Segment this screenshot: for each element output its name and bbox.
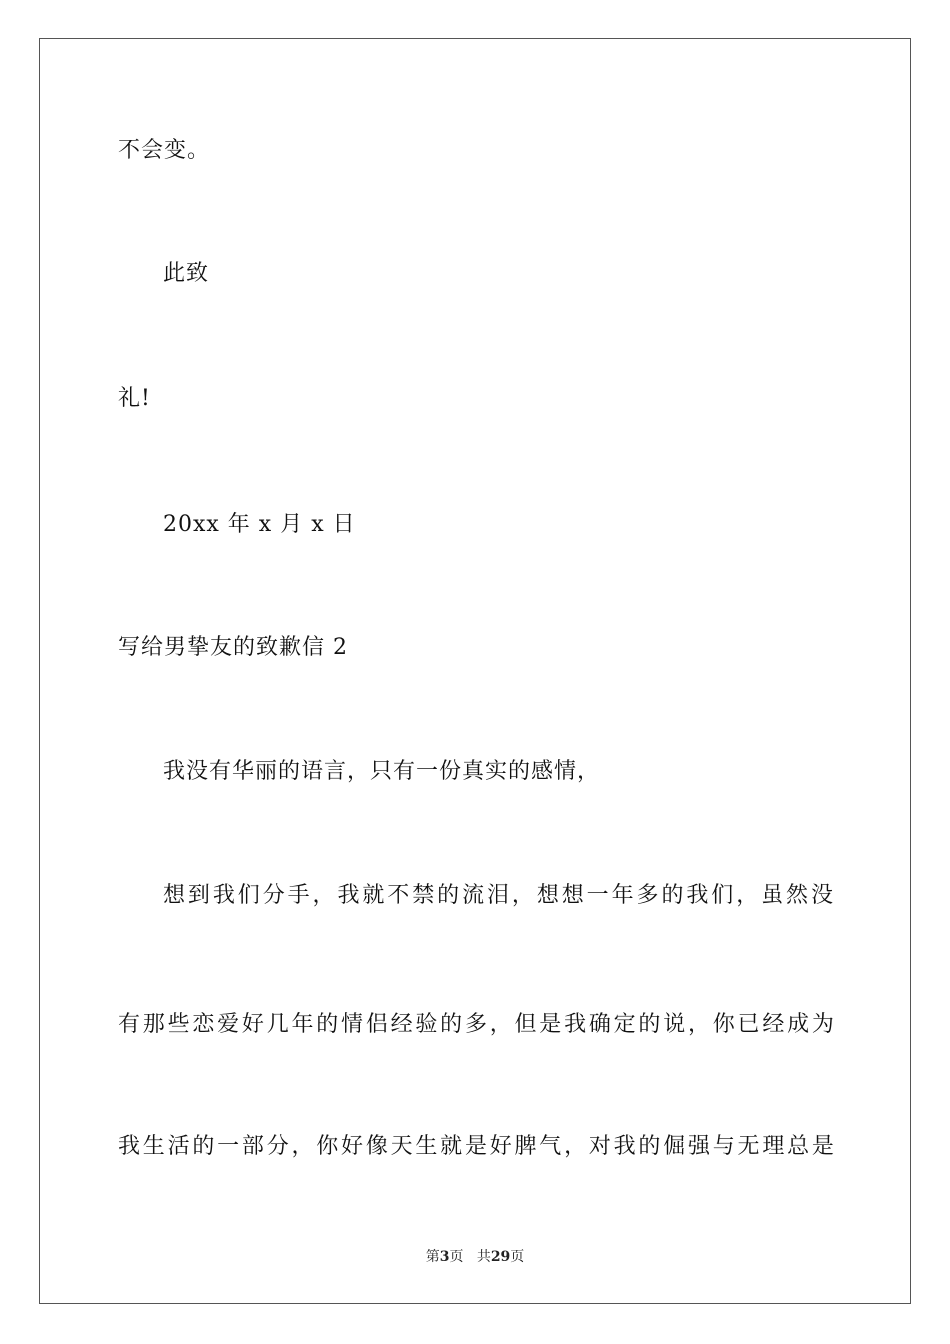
footer-total-pages: 29	[490, 1249, 511, 1265]
char-glyph: 泪	[486, 883, 509, 908]
char-glyph: 的	[440, 1012, 463, 1037]
char-glyph: 倔	[663, 1134, 686, 1159]
page-border	[39, 38, 911, 1304]
char-glyph: 我	[337, 883, 360, 908]
char-glyph: 生	[142, 1134, 165, 1159]
char-glyph: 说	[663, 1012, 686, 1037]
char-glyph: 多	[464, 1012, 487, 1037]
char-glyph: 我	[118, 1134, 141, 1159]
char-glyph: 强	[687, 1134, 710, 1159]
char-glyph: 流	[462, 883, 485, 908]
char-glyph: 与	[712, 1134, 735, 1159]
char-glyph: 然	[786, 883, 809, 908]
char-glyph: 确	[588, 1012, 611, 1037]
char-glyph: 分	[262, 883, 285, 908]
char-glyph: 好	[489, 1134, 512, 1159]
char-glyph: 生	[415, 1134, 438, 1159]
char-glyph: ，	[291, 1134, 314, 1159]
char-glyph: 的	[661, 883, 684, 908]
char-glyph: 无	[737, 1134, 760, 1159]
char-glyph: 一	[217, 1134, 240, 1159]
footer-page-number: 3	[439, 1249, 450, 1265]
char-glyph: 脾	[514, 1134, 537, 1159]
char-glyph: 恋	[192, 1012, 215, 1037]
char-glyph: 想	[536, 883, 559, 908]
char-glyph: 就	[440, 1134, 463, 1159]
char-glyph: 想	[163, 883, 186, 908]
section-heading: 写给男挚友的致歉信 2	[118, 635, 348, 660]
char-glyph: 你	[316, 1134, 339, 1159]
char-glyph: 经	[762, 1012, 785, 1037]
char-glyph: 情	[341, 1012, 364, 1037]
text-line-closing: 此致	[163, 261, 210, 286]
char-glyph: 的	[192, 1134, 215, 1159]
char-glyph: 们	[711, 883, 734, 908]
text-line-9	[118, 1132, 834, 1162]
char-glyph: 有	[118, 1012, 141, 1037]
char-glyph: 年	[291, 1012, 314, 1037]
char-glyph: 理	[762, 1134, 785, 1159]
char-glyph: 些	[167, 1012, 190, 1037]
char-glyph: 定	[613, 1012, 636, 1037]
char-glyph: 我	[686, 883, 709, 908]
char-glyph: 几	[266, 1012, 289, 1037]
char-glyph: ，	[736, 883, 759, 908]
char-glyph: 已	[737, 1012, 760, 1037]
char-glyph: ，	[564, 1134, 587, 1159]
char-glyph: 一	[586, 883, 609, 908]
char-glyph: 的	[638, 1012, 661, 1037]
text-line-6: 我没有华丽的语言，只有一份真实的感情，	[163, 759, 601, 784]
char-glyph: 是	[539, 1012, 562, 1037]
text-line-7	[163, 881, 833, 911]
char-glyph: 没	[810, 883, 833, 908]
char-glyph: 成	[787, 1012, 810, 1037]
char-glyph: 验	[415, 1012, 438, 1037]
char-glyph: 好	[341, 1134, 364, 1159]
footer-total-prefix: 共	[476, 1249, 491, 1265]
char-glyph: 我	[613, 1134, 636, 1159]
char-glyph: 的	[316, 1012, 339, 1037]
char-glyph: 部	[241, 1134, 264, 1159]
char-glyph: 爱	[217, 1012, 240, 1037]
char-glyph: 你	[712, 1012, 735, 1037]
char-glyph: 我	[564, 1012, 587, 1037]
char-glyph: 不	[387, 883, 410, 908]
char-glyph: ，	[489, 1012, 512, 1037]
char-glyph: 但	[514, 1012, 537, 1037]
char-glyph: 到	[187, 883, 210, 908]
page-footer	[0, 1247, 950, 1267]
text-line-salute: 礼!	[118, 386, 151, 411]
footer-page-prefix: 第	[425, 1249, 440, 1265]
char-glyph: 年	[611, 883, 634, 908]
char-glyph: 禁	[412, 883, 435, 908]
char-glyph: 天	[390, 1134, 413, 1159]
text-line-1: 不会变。	[118, 138, 211, 163]
footer-page-suffix: 页	[449, 1249, 464, 1265]
char-glyph: 气	[539, 1134, 562, 1159]
char-glyph: 对	[588, 1134, 611, 1159]
char-glyph: 是	[811, 1134, 834, 1159]
char-glyph: ，	[312, 883, 335, 908]
char-glyph: 的	[638, 1134, 661, 1159]
char-glyph: 想	[561, 883, 584, 908]
char-glyph: ，	[687, 1012, 710, 1037]
char-glyph: 总	[787, 1134, 810, 1159]
char-glyph: 为	[811, 1012, 834, 1037]
char-glyph: 手	[287, 883, 310, 908]
char-glyph: 是	[464, 1134, 487, 1159]
char-glyph: ，	[511, 883, 534, 908]
char-glyph: 那	[142, 1012, 165, 1037]
footer-total-suffix: 页	[510, 1249, 525, 1265]
char-glyph: 多	[636, 883, 659, 908]
text-line-8	[118, 1010, 834, 1040]
char-glyph: 的	[437, 883, 460, 908]
char-glyph: 我	[212, 883, 235, 908]
char-glyph: 好	[241, 1012, 264, 1037]
char-glyph: 侣	[365, 1012, 388, 1037]
char-glyph: 经	[390, 1012, 413, 1037]
char-glyph: 虽	[761, 883, 784, 908]
char-glyph: 分	[266, 1134, 289, 1159]
char-glyph: 活	[167, 1134, 190, 1159]
text-line-date: 20xx 年 x 月 x 日	[163, 512, 356, 537]
char-glyph: 就	[362, 883, 385, 908]
char-glyph: 像	[365, 1134, 388, 1159]
char-glyph: 们	[237, 883, 260, 908]
